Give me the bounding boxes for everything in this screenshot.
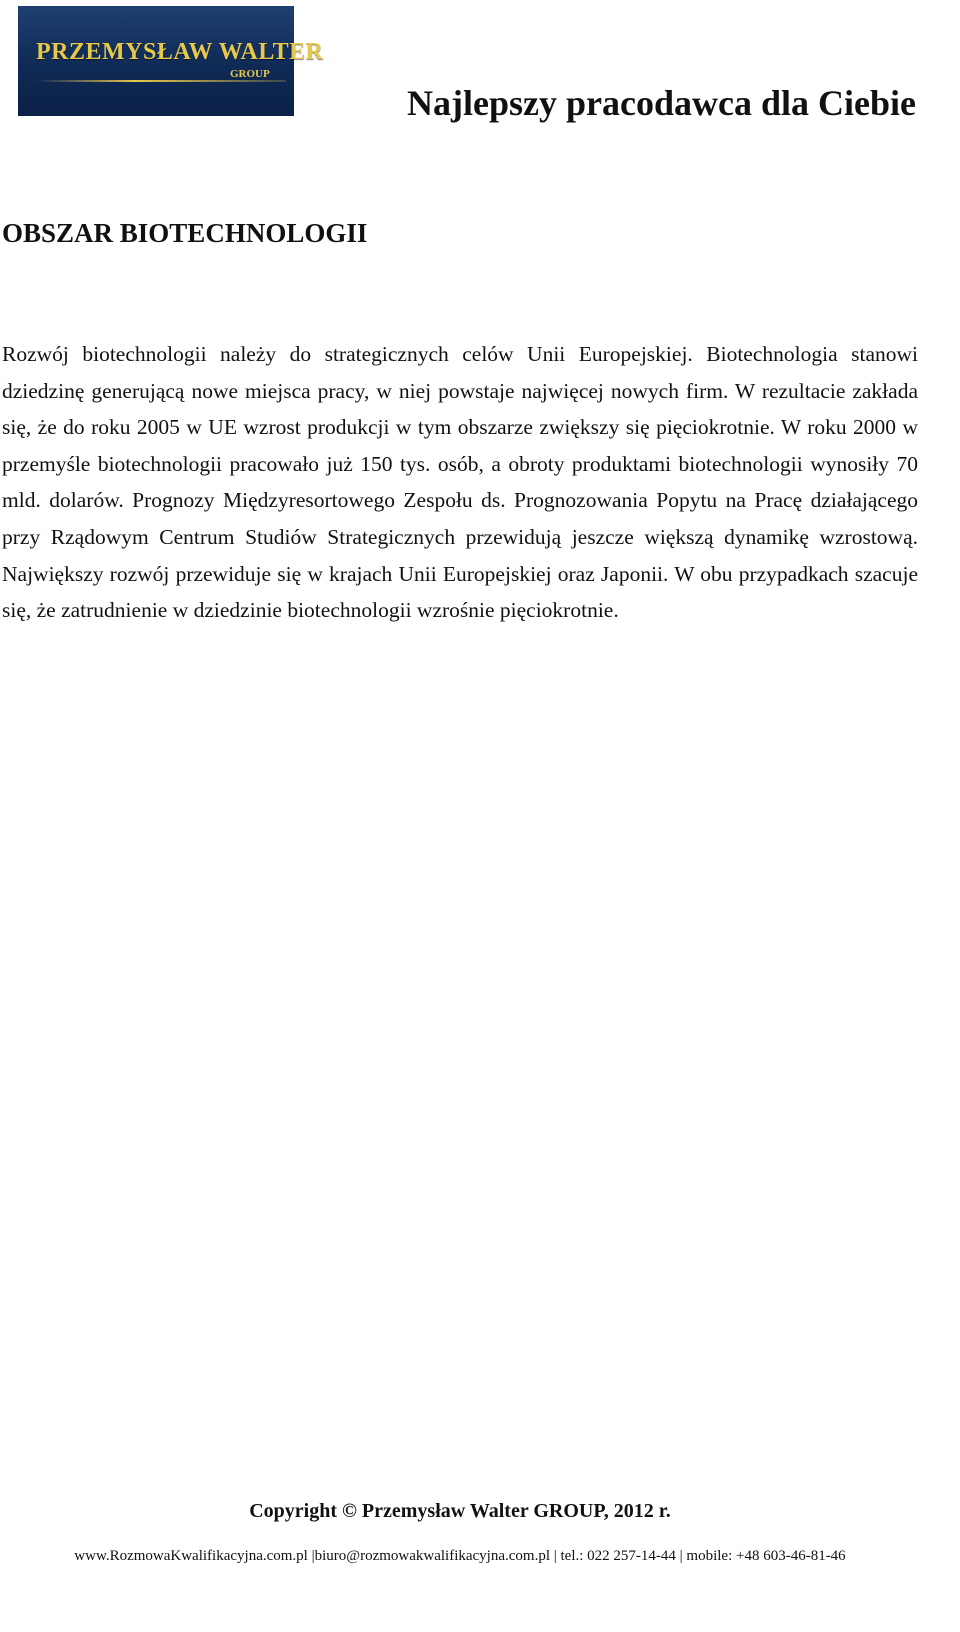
logo-swoosh-line [36,80,286,82]
footer-copyright: Copyright © Przemysław Walter GROUP, 2012 r. [249,1500,671,1522]
header-tagline: Najlepszy pracodawca dla Ciebie [407,83,916,123]
body-paragraph: Rozwój biotechnologii należy do strategicznych celów Unii Europejskiej. Biotechnologia stanowi dziedzinę generującą nowe miejsca pracy, w niej powstaje najwięcej nowych firm. W rezultacie zakłada się, że do roku 2005 w UE wzrost produkcji w tym obszarze zwiększy się pięciokrotnie. W roku 2000 w przemyśle biotechnologii pracowało już 150 tys. osób, a obroty produktami biotechnologii wynosiły 70 mld. dolarów. Prognozy Międzyresortowego Zespołu ds. Prognozowania Popytu na Pracę działającego przy Rządowym Centrum Studiów Strategicznych przewidują jeszcze większą dynamikę wzrostową. Największy rozwój przewiduje się w krajach Unii Europejskiej oraz Japonii. W obu przypadkach szacuje się, że zatrudnienie w dziedzinie biotechnologii wzrośnie pięciokrotnie. [2,342,918,623]
footer-contact-line: www.RozmowaKwalifikacyjna.com.pl |biuro@rozmowakwalifikacyjna.com.pl | tel.: 022 257-14-44 | mobile: +48 603-46-81-46 [74,1548,846,1564]
logo-main-text: PRZEMYSŁAW WALTER [36,39,324,65]
company-logo [18,6,324,116]
logo-sub-text: GROUP [230,68,270,80]
section-title: OBSZAR BIOTECHNOLOGII [2,218,368,248]
